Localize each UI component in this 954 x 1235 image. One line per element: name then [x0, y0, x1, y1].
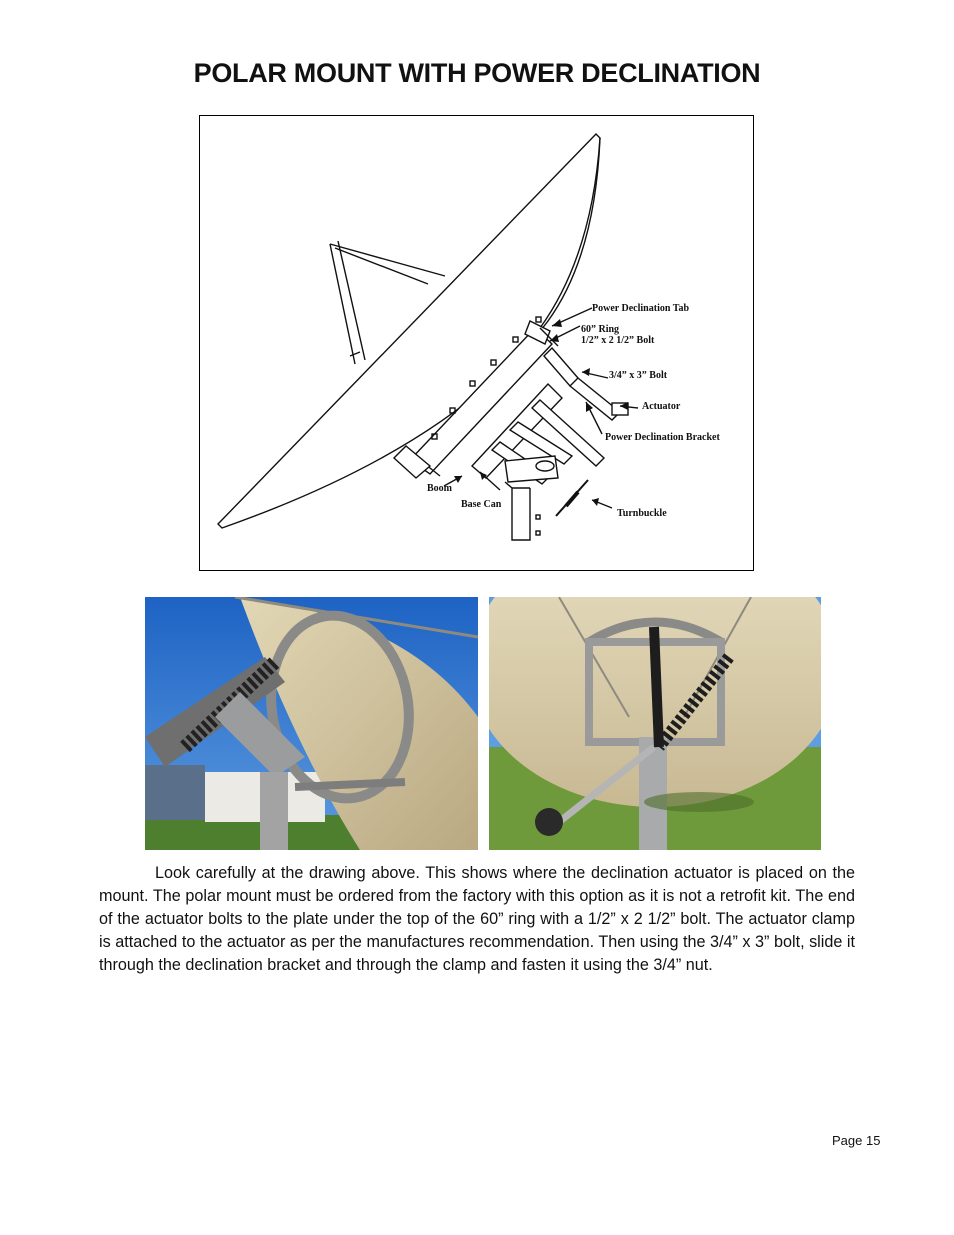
page-number: Page 15	[832, 1133, 881, 1148]
photo-mount-rear-view	[489, 597, 821, 850]
label-half-inch-bolt: 1/2” x 2 1/2” Bolt	[581, 335, 655, 346]
label-three-quarter-bolt: 3/4” x 3” Bolt	[609, 370, 668, 381]
photo-mount-side-view-image	[145, 597, 478, 850]
label-turnbuckle: Turnbuckle	[617, 508, 667, 519]
label-60-ring: 60” Ring	[581, 324, 620, 335]
mount-diagram-drawing	[200, 116, 755, 572]
label-actuator: Actuator	[642, 401, 681, 412]
label-base-can: Base Can	[461, 499, 502, 510]
label-power-declination-bracket: Power Declination Bracket	[605, 432, 720, 443]
body-paragraph-text: Look carefully at the drawing above. This shows where the declination actuator is placed on the mount. The polar mount must be ordered from the factory with this option as it is not a retrofit kit. The end of the actuator bolts to the plate under the top of the 60” ring with a 1/2” x 2 1/2” bolt. The actuator clamp is attached to the actuator as per the manufactures recommendation. Then using the 3/4” x 3” bolt, slide it through the declination bracket and through the clamp and fasten it using the 3/4” nut.	[99, 864, 855, 974]
photo-mount-rear-view-image	[489, 597, 821, 850]
label-boom: Boom	[427, 483, 452, 494]
page-title: POLAR MOUNT WITH POWER DECLINATION	[193, 58, 761, 88]
body-paragraph	[99, 862, 855, 977]
photo-mount-side-view	[145, 597, 478, 850]
label-power-declination-tab: Power Declination Tab	[592, 303, 690, 314]
mount-diagram	[199, 115, 754, 571]
